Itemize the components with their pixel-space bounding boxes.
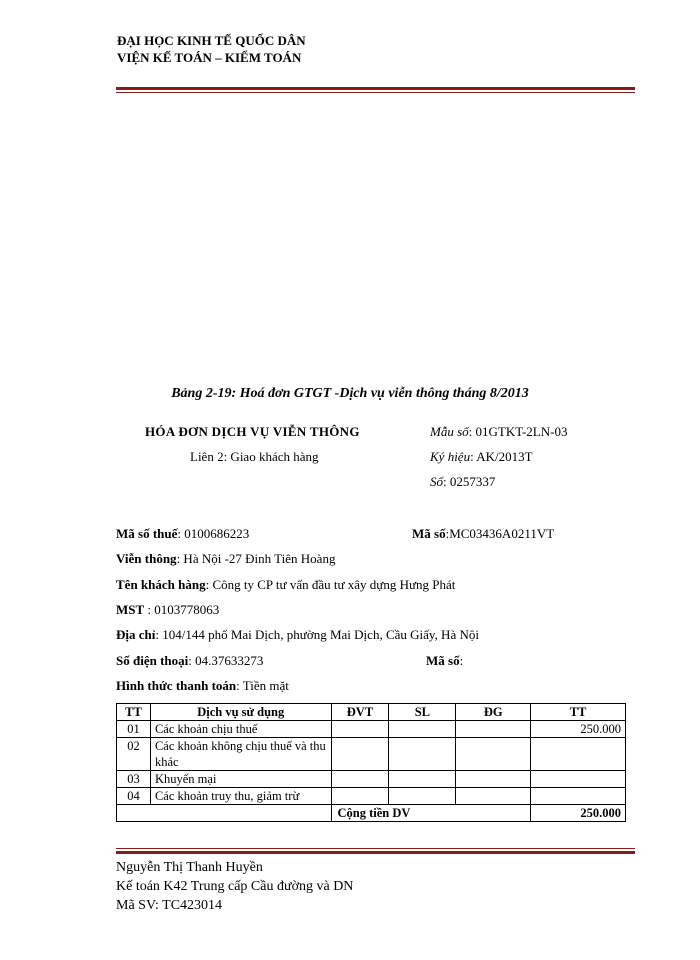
row-service: Các khoản truy thu, giảm trừ bbox=[150, 788, 331, 805]
row-unit bbox=[331, 788, 389, 805]
header-cell: TT bbox=[117, 704, 151, 721]
row-price bbox=[456, 771, 531, 788]
footer-rule-thick bbox=[116, 851, 635, 854]
row-number: 03 bbox=[117, 771, 151, 788]
code2-value: : bbox=[459, 653, 464, 668]
telecom-line bbox=[116, 551, 335, 567]
header-cell: Dịch vụ sử dụng bbox=[150, 704, 331, 721]
footer-rule-thin bbox=[116, 848, 635, 849]
phone-label: Số điện thoại bbox=[116, 653, 189, 668]
row-number: 01 bbox=[117, 721, 151, 738]
author-student-id: Mã SV: TC423014 bbox=[116, 898, 223, 913]
author-name: Nguyễn Thị Thanh Huyền bbox=[116, 860, 263, 875]
row-number: 04 bbox=[117, 788, 151, 805]
row-quantity bbox=[389, 788, 456, 805]
row-amount: 250.000 bbox=[531, 721, 626, 738]
header-cell: ĐG bbox=[456, 704, 531, 721]
row-amount bbox=[531, 771, 626, 788]
tax-code-label: Mã số thuế bbox=[116, 526, 178, 541]
phone-line bbox=[116, 653, 263, 669]
customer-label: Tên khách hàng bbox=[116, 577, 206, 592]
row-amount bbox=[531, 738, 626, 771]
number-value: : 0257337 bbox=[443, 474, 496, 489]
row-number: 02 bbox=[117, 738, 151, 771]
total-value: 250.000 bbox=[531, 805, 626, 822]
customer-line bbox=[116, 577, 455, 593]
address-value: : 104/144 phố Mai Dịch, phường Mai Dịch, Cầu Giấy, Hà Nội bbox=[155, 627, 479, 642]
number-label: Số bbox=[430, 474, 443, 489]
invoice-symbol bbox=[430, 449, 533, 465]
row-service: Các khoản không chịu thuế và thu khác bbox=[150, 738, 331, 771]
table-row bbox=[117, 738, 626, 771]
invoice-number bbox=[430, 474, 495, 490]
payment-label: Hình thức thanh toán bbox=[116, 678, 237, 693]
row-price bbox=[456, 738, 531, 771]
table-row bbox=[117, 721, 626, 738]
header-cell: SL bbox=[389, 704, 456, 721]
university-name: ĐẠI HỌC KINH TẾ QUỐC DÂN bbox=[117, 33, 306, 48]
row-unit bbox=[331, 771, 389, 788]
telecom-value: : Hà Nội -27 Đinh Tiên Hoàng bbox=[176, 551, 336, 566]
row-quantity bbox=[389, 721, 456, 738]
payment-value: : Tiền mặt bbox=[236, 678, 289, 693]
row-amount bbox=[531, 788, 626, 805]
row-quantity bbox=[389, 738, 456, 771]
row-price bbox=[456, 788, 531, 805]
mst-value: : 0103778063 bbox=[144, 602, 220, 617]
invoice-copy-note: Liên 2: Giao khách hàng bbox=[190, 449, 319, 464]
table-row bbox=[117, 771, 626, 788]
code-value: :MC03436A0211VT bbox=[445, 526, 555, 541]
invoice-items-table bbox=[116, 703, 626, 822]
invoice-form-number bbox=[430, 424, 567, 440]
institute-name: VIỆN KẾ TOÁN – KIỂM TOÁN bbox=[117, 50, 302, 65]
telecom-label: Viễn thông bbox=[116, 551, 177, 566]
table-row bbox=[117, 788, 626, 805]
tax-code-line bbox=[116, 526, 249, 542]
code2-label: Mã số bbox=[426, 653, 460, 668]
row-unit bbox=[331, 721, 389, 738]
row-service: Các khoản chịu thuế bbox=[150, 721, 331, 738]
mst-line bbox=[116, 602, 219, 618]
customer-value: : Công ty CP tư vấn đầu tư xây dựng Hưng Phát bbox=[205, 577, 456, 592]
header-rule-thin bbox=[116, 92, 635, 93]
header-cell: TT bbox=[531, 704, 626, 721]
tax-code-value: : 0100686223 bbox=[177, 526, 250, 541]
form-value: : 01GTKT-2LN-03 bbox=[468, 424, 568, 439]
total-label: Cộng tiền DV bbox=[331, 805, 531, 822]
university-header bbox=[117, 32, 306, 66]
header-rule-thick bbox=[116, 87, 635, 90]
address-label: Địa chỉ bbox=[116, 627, 156, 642]
table-header-row bbox=[117, 704, 626, 721]
code2-line bbox=[426, 653, 463, 669]
mst-label: MST bbox=[116, 602, 145, 617]
phone-value: : 04.37633273 bbox=[188, 653, 264, 668]
form-label: Mẫu số bbox=[430, 424, 469, 439]
code-label: Mã số bbox=[412, 526, 446, 541]
symbol-value: : AK/2013T bbox=[470, 449, 533, 464]
table-caption: Bảng 2-19: Hoá đơn GTGT -Dịch vụ viễn thông tháng 8/2013 bbox=[171, 386, 529, 401]
payment-line bbox=[116, 678, 289, 694]
row-service: Khuyến mại bbox=[150, 771, 331, 788]
author-footer bbox=[116, 858, 353, 915]
symbol-label: Ký hiệu bbox=[430, 449, 471, 464]
row-unit bbox=[331, 738, 389, 771]
row-price bbox=[456, 721, 531, 738]
invoice-title: HÓA ĐƠN DỊCH VỤ VIỄN THÔNG bbox=[145, 424, 360, 439]
address-line bbox=[116, 627, 479, 643]
code-line bbox=[412, 526, 554, 542]
total-blank bbox=[117, 805, 332, 822]
author-class: Kế toán K42 Trung cấp Cầu đường và DN bbox=[116, 879, 354, 894]
header-cell: ĐVT bbox=[331, 704, 389, 721]
total-row bbox=[117, 805, 626, 822]
row-quantity bbox=[389, 771, 456, 788]
